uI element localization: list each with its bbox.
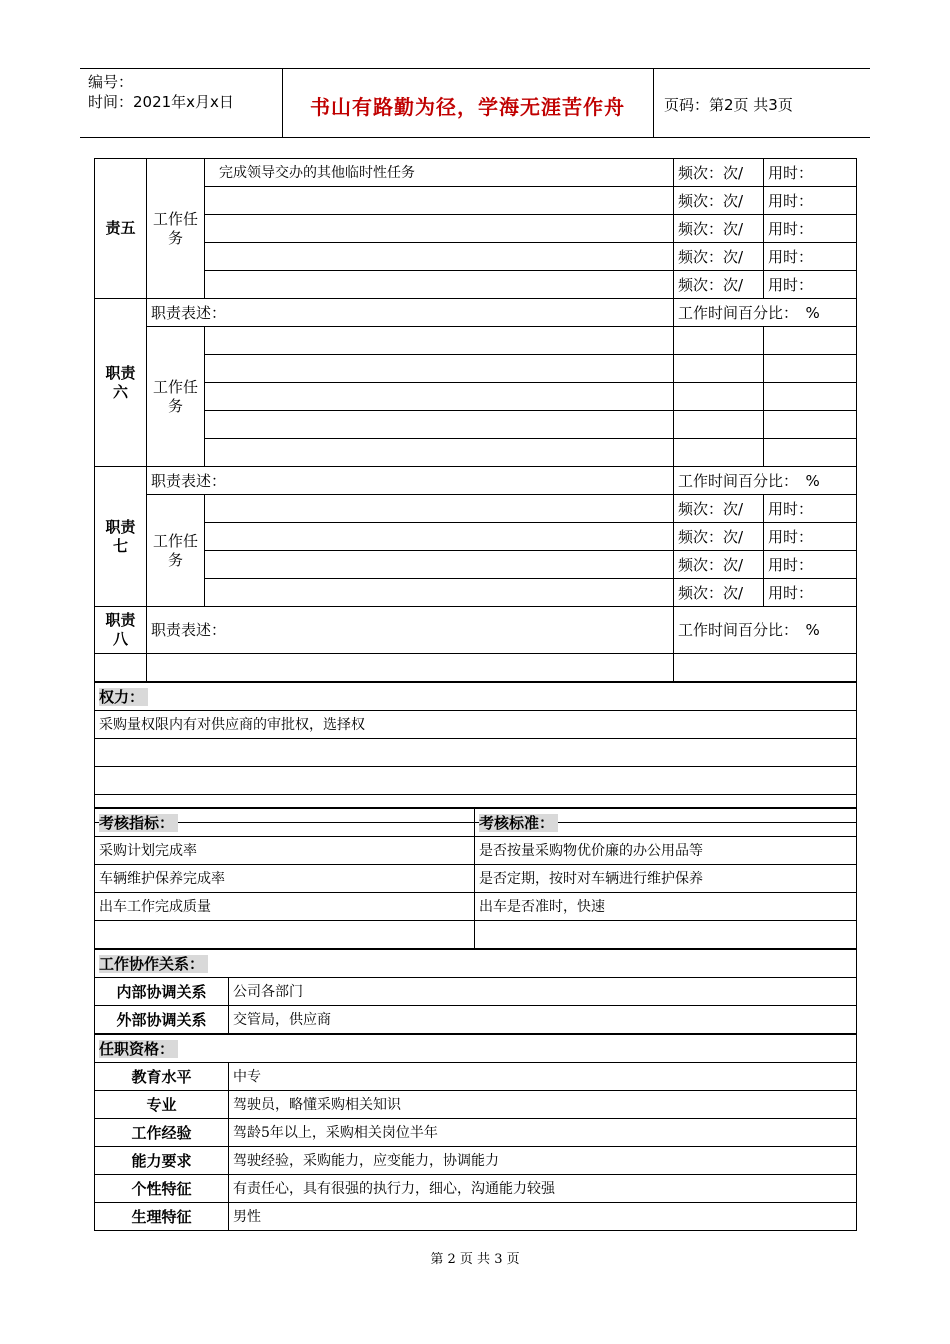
- qualification-label: 能力要求: [95, 1147, 229, 1175]
- page-footer: 第 2 页 共 3 页: [430, 1252, 520, 1267]
- duty7-time: 用时：: [764, 523, 857, 551]
- duty7-task: [205, 523, 674, 551]
- empty-cell: [674, 654, 857, 683]
- header-divider: [653, 69, 654, 137]
- duty6-time: [764, 327, 857, 355]
- qualification-value: 男性: [229, 1203, 857, 1231]
- qualification-label: 生理特征: [95, 1203, 229, 1231]
- duty7-task-label: 工作任务: [147, 495, 205, 607]
- duty5-time: 用时：: [764, 187, 857, 215]
- duty5-task: 完成领导交办的其他临时性任务: [205, 159, 674, 187]
- assessment-indicator: 出车工作完成质量: [95, 893, 475, 921]
- duty5-task-label: 工作任务: [147, 159, 205, 299]
- empty-cell: [147, 654, 674, 683]
- qualification-value: 驾龄5年以上，采购相关岗位半年: [229, 1119, 857, 1147]
- duty6-freq: [674, 327, 764, 355]
- duty6-freq: [674, 411, 764, 439]
- duty5-time: 用时：: [764, 215, 857, 243]
- duty5-label: 责五: [95, 159, 147, 299]
- duty7-task: [205, 579, 674, 607]
- number-label: 编号：: [88, 73, 134, 91]
- duty7-task: [205, 551, 674, 579]
- duty7-task: [205, 495, 674, 523]
- duty6-time: [764, 355, 857, 383]
- duty5-time: 用时：: [764, 159, 857, 187]
- assessment-indicator-title: 考核指标：: [95, 808, 475, 837]
- external-relation-label: 外部协调关系: [95, 1006, 229, 1035]
- duty7-freq: 频次：次/: [674, 495, 764, 523]
- duty6-task: [205, 327, 674, 355]
- duty7-description: 职责表述：: [147, 467, 674, 495]
- qualification-value: 中专: [229, 1063, 857, 1091]
- assessment-standard-title: 考核标准：: [475, 808, 857, 837]
- duty6-freq: [674, 383, 764, 411]
- duty6-freq: [674, 439, 764, 467]
- lower-table: [94, 807, 857, 1231]
- qualification-label: 教育水平: [95, 1063, 229, 1091]
- duty6-description: 职责表述：: [147, 299, 674, 327]
- assessment-empty-row: [475, 921, 857, 950]
- duty5-time: 用时：: [764, 271, 857, 299]
- duty6-freq: [674, 355, 764, 383]
- duty7-percent: 工作时间百分比： %: [674, 467, 857, 495]
- duty6-time: [764, 411, 857, 439]
- power-text: 采购量权限内有对供应商的审批权，选择权: [95, 711, 857, 739]
- internal-relation-label: 内部协调关系: [95, 978, 229, 1006]
- duty7-label: 职责七: [95, 467, 147, 607]
- assessment-indicator: 采购计划完成率: [95, 837, 475, 865]
- duty5-freq: 频次：次/: [674, 271, 764, 299]
- duty6-percent: 工作时间百分比： %: [674, 299, 857, 327]
- duty6-time: [764, 383, 857, 411]
- duty5-task: [205, 215, 674, 243]
- duty8-percent: 工作时间百分比： %: [674, 607, 857, 654]
- duty5-task: [205, 271, 674, 299]
- duty5-time: 用时：: [764, 243, 857, 271]
- time-label: 时间：2021年x月x日: [88, 93, 234, 111]
- duty6-label: 职责六: [95, 299, 147, 467]
- assessment-empty-row: [95, 921, 475, 950]
- job-description-table: [94, 158, 857, 823]
- qualification-label: 专业: [95, 1091, 229, 1119]
- internal-relation-value: 公司各部门: [229, 978, 857, 1006]
- duty6-task: [205, 355, 674, 383]
- duty7-freq: 频次：次/: [674, 523, 764, 551]
- qualification-label: 工作经验: [95, 1119, 229, 1147]
- duty6-task: [205, 383, 674, 411]
- qualification-value: 驾驶经验，采购能力，应变能力，协调能力: [229, 1147, 857, 1175]
- assessment-indicator: 车辆维护保养完成率: [95, 865, 475, 893]
- power-empty-row: [95, 767, 857, 795]
- qualification-value: 驾驶员，略懂采购相关知识: [229, 1091, 857, 1119]
- header-meta: [88, 72, 283, 112]
- assessment-standard: 是否按量采购物优价廉的办公用品等: [475, 837, 857, 865]
- duty7-time: 用时：: [764, 551, 857, 579]
- duty8-description: 职责表述：: [147, 607, 674, 654]
- cooperation-title: 工作协作关系：: [95, 949, 857, 978]
- duty7-freq: 频次：次/: [674, 551, 764, 579]
- duty5-task: [205, 187, 674, 215]
- duty6-time: [764, 439, 857, 467]
- power-title: 权力：: [95, 682, 857, 711]
- empty-cell: [95, 654, 147, 683]
- duty7-time: 用时：: [764, 579, 857, 607]
- duty6-task: [205, 411, 674, 439]
- duty5-task: [205, 243, 674, 271]
- assessment-standard: 出车是否准时，快速: [475, 893, 857, 921]
- duty6-task: [205, 439, 674, 467]
- external-relation-value: 交管局，供应商: [229, 1006, 857, 1035]
- duty7-freq: 频次：次/: [674, 579, 764, 607]
- header-page-number: 页码：第2页 共3页: [664, 96, 793, 114]
- duty5-freq: 频次：次/: [674, 215, 764, 243]
- duty5-freq: 频次：次/: [674, 187, 764, 215]
- assessment-standard: 是否定期，按时对车辆进行维护保养: [475, 865, 857, 893]
- duty7-time: 用时：: [764, 495, 857, 523]
- header-motto: 书山有路勤为径，学海无涯苦作舟: [310, 95, 625, 119]
- page-header: [80, 68, 870, 138]
- duty6-task-label: 工作任务: [147, 327, 205, 467]
- duty8-label: 职责八: [95, 607, 147, 654]
- duty5-freq: 频次：次/: [674, 159, 764, 187]
- power-empty-row: [95, 739, 857, 767]
- qualification-value: 有责任心，具有很强的执行力，细心，沟通能力较强: [229, 1175, 857, 1203]
- qualification-label: 个性特征: [95, 1175, 229, 1203]
- duty5-freq: 频次：次/: [674, 243, 764, 271]
- qualification-title: 任职资格：: [95, 1034, 857, 1063]
